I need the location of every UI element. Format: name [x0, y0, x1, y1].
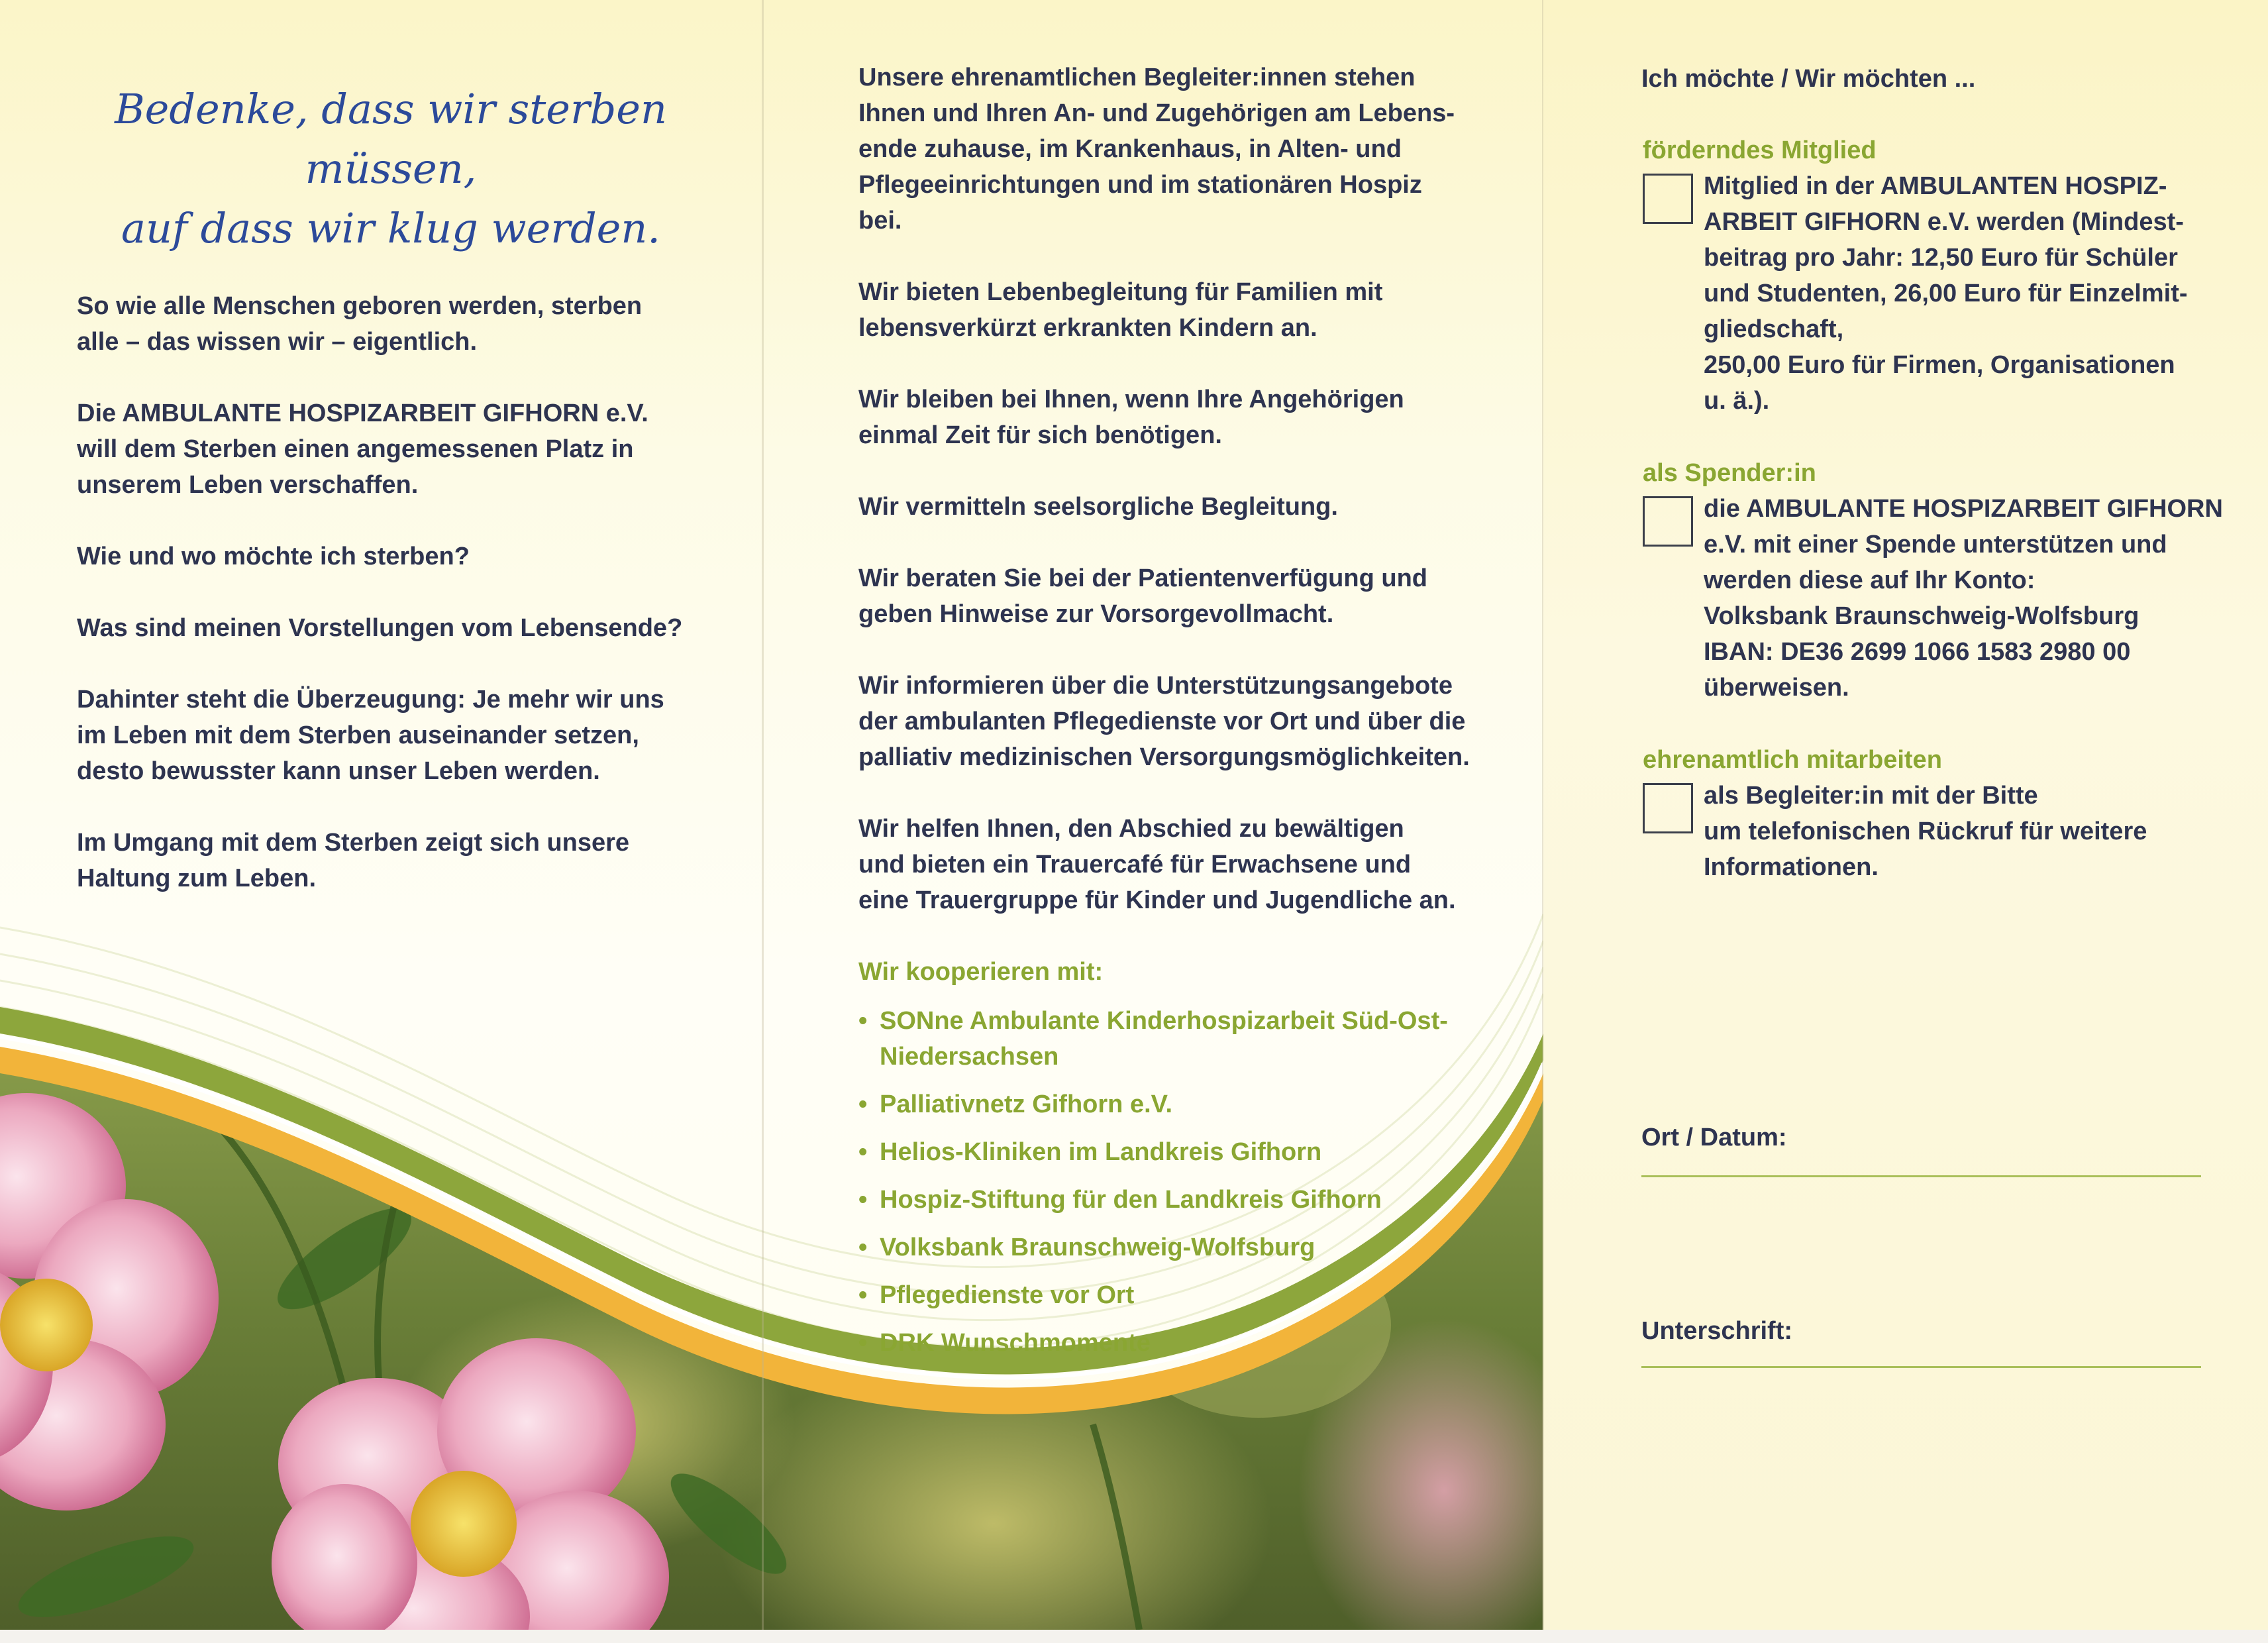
panel2-paragraph: Wir informieren über die Unterstützungsangebote der ambulanten Pflegedienste vor Ort und über die palliativ medizinischen Versorgungsmöglichkeiten. [858, 672, 1470, 771]
option-heading: ehrenamtlich mitarbeiten [1643, 746, 1942, 774]
partner-item [858, 1086, 1521, 1122]
partners-heading: Wir kooperieren mit: [858, 958, 1104, 986]
partner-label: Pflegedienste vor Ort [880, 1281, 1135, 1309]
form-intro: Ich möchte / Wir möchten ... [1641, 65, 1976, 93]
place-date-label: Ort / Datum: [1641, 1124, 1787, 1151]
bullet-icon: • [858, 1090, 868, 1118]
option-membership [1643, 132, 2226, 419]
partners-list [858, 1003, 1521, 1361]
fold-line-left [762, 0, 764, 1630]
panel2-paragraph: Unsere ehrenamtlichen Begleiter:innen stehen Ihnen und Ihren An- und Zugehörigen am Lebens- ende zuhause, im Krankenhaus, in Alten- und Pflegeeinrichtungen und im stationären Hospiz bei. [858, 64, 1455, 235]
panel1-paragraph: Was sind meinen Vorstellungen vom Lebensende? [77, 614, 683, 642]
partner-item [858, 1230, 1521, 1265]
bullet-icon: • [858, 1281, 868, 1309]
bullet-icon: • [858, 1138, 868, 1166]
partner-item [858, 1325, 1521, 1361]
motto-quote: Bedenke, dass wir sterben müssen, auf dass wir klug werden. [115, 85, 667, 252]
bullet-icon: • [858, 1234, 868, 1261]
option-heading: als Spender:in [1643, 459, 1816, 487]
panel2-text [858, 60, 1521, 1373]
panel2-paragraph: Wir helfen Ihnen, den Abschied zu bewältigen und bieten ein Trauercafé für Erwachsene und eine Trauergruppe für Kinder und Jugendliche an. [858, 815, 1456, 914]
partner-label: SONne Ambulante Kinderhospizarbeit Süd-Ost- Niedersachsen [880, 1007, 1448, 1071]
partner-label: Volksbank Braunschweig-Wolfsburg [880, 1234, 1315, 1261]
partner-label: Hospiz-Stiftung für den Landkreis Gifhorn [880, 1186, 1382, 1214]
panel1-paragraph: Die AMBULANTE HOSPIZARBEIT GIFHORN e.V. will dem Sterben einen angemessenen Platz in unserem Leben verschaffen. [77, 399, 648, 499]
panel2-paragraph: Wir bleiben bei Ihnen, wenn Ihre Angehörigen einmal Zeit für sich benötigen. [858, 386, 1404, 449]
option-donation [1643, 455, 2226, 706]
signature-field[interactable] [1641, 1366, 2201, 1368]
panel1-text [77, 288, 739, 932]
partner-label: Helios-Kliniken im Landkreis Gifhorn [880, 1138, 1322, 1166]
option-text: Mitglied in der AMBULANTEN HOSPIZ- ARBEIT GIFHORN e.V. werden (Mindest- beitrag pro Jahr: 12,50 Euro für Schüler und Studenten, 26,00 Euro für Einzelmit- gliedschaft, 250,00 Euro für Firmen, Organisationen u. ä.). [1704, 172, 2188, 415]
volunteer-checkbox[interactable] [1643, 783, 1693, 833]
bullet-icon: • [858, 1186, 868, 1214]
membership-checkbox[interactable] [1643, 174, 1693, 224]
panel1-paragraph: Im Umgang mit dem Sterben zeigt sich unsere Haltung zum Leben. [77, 829, 630, 892]
panel1-paragraph: So wie alle Menschen geboren werden, sterben alle – das wissen wir – eigentlich. [77, 292, 643, 356]
donation-checkbox[interactable] [1643, 496, 1693, 547]
bullet-icon: • [858, 1329, 868, 1357]
panel1-paragraph: Dahinter steht die Überzeugung: Je mehr wir uns im Leben mit dem Sterben auseinander setzen, desto bewusster kann unser Leben werden. [77, 686, 664, 785]
scan-margin [0, 1630, 2268, 1643]
partner-item [858, 1277, 1521, 1313]
partner-item [858, 1182, 1521, 1218]
panel2-paragraph: Wir beraten Sie bei der Patientenverfügung und geben Hinweise zur Vorsorgevollmacht. [858, 564, 1428, 628]
option-text: die AMBULANTE HOSPIZARBEIT GIFHORN e.V. mit einer Spende unterstützen und werden diese auf Ihr Konto: Volksbank Braunschweig-Wolfsburg IBAN: DE36 2699 1066 1583 2980 00 überweisen. [1704, 495, 2223, 702]
place-date-field[interactable] [1641, 1175, 2201, 1177]
bullet-icon: • [858, 1007, 868, 1035]
partner-label: DRK Wunschmomente [880, 1329, 1151, 1357]
signature-label: Unterschrift: [1641, 1317, 1793, 1345]
option-heading: förderndes Mitglied [1643, 136, 1877, 164]
partner-item [858, 1003, 1521, 1075]
option-volunteer [1643, 742, 2226, 885]
partner-label: Palliativnetz Gifhorn e.V. [880, 1090, 1173, 1118]
panel2-paragraph: Wir bieten Lebenbegleitung für Familien mit lebensverkürzt erkrankten Kindern an. [858, 278, 1383, 342]
panel1-paragraph: Wie und wo möchte ich sterben? [77, 543, 470, 570]
panel2-paragraph: Wir vermitteln seelsorgliche Begleitung. [858, 493, 1338, 521]
partner-item [858, 1134, 1521, 1170]
option-text: als Begleiter:in mit der Bitte um telefonischen Rückruf für weitere Informationen. [1704, 782, 2147, 881]
